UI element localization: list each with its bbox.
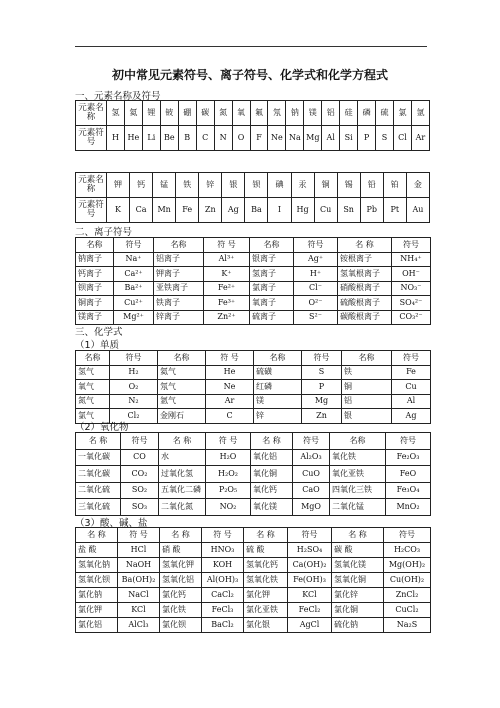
formula-cell: AgCl	[288, 618, 332, 633]
column-header: 名称	[154, 238, 204, 253]
compound-name-cell: 氢氧化铜	[332, 573, 384, 588]
formula-cell: Cu(OH)₂	[384, 573, 431, 588]
compound-name-cell: 氢氧化钾	[160, 558, 202, 573]
compound-name-cell: 二氧化氮	[159, 499, 206, 516]
table-row	[76, 449, 431, 466]
column-header: 名称	[342, 351, 392, 366]
oxide-table	[75, 432, 431, 516]
subsection-oxide-heading: （2）氧化物	[75, 422, 129, 433]
element-symbol-cell: He	[124, 126, 142, 151]
element-symbol-cell: Ca	[130, 198, 153, 223]
compound-name-cell: 钙离子	[76, 267, 114, 282]
element-symbol-row	[76, 198, 430, 223]
element-name-cell: 钡	[245, 173, 268, 198]
formula-cell: Zn	[302, 409, 342, 424]
subsection-elemental-heading: （1）单质	[75, 340, 120, 351]
element-name-cell: 氩	[411, 101, 429, 126]
column-header: 名 称	[251, 433, 293, 450]
element-symbol-cell: K	[107, 198, 130, 223]
compound-name-cell: 镁离子	[76, 310, 114, 325]
element-symbol-cell: Si	[340, 126, 358, 151]
element-symbol-cell: P	[358, 126, 376, 151]
compound-name-cell: 氧离子	[250, 296, 294, 311]
element-table-1	[75, 100, 430, 151]
formula-cell: CO₂	[121, 466, 159, 483]
element-name-cell: 锂	[142, 101, 160, 126]
compound-name-cell: 铝离子	[154, 252, 204, 267]
compound-name-cell: 氯化铁	[160, 603, 202, 618]
column-header: 名 称	[244, 528, 288, 543]
table-row	[76, 252, 431, 267]
element-symbol-cell: N	[214, 126, 232, 151]
formula-cell: HCl	[118, 543, 160, 558]
element-name-cell: 氟	[250, 101, 268, 126]
compound-name-cell: 硫磺	[254, 365, 302, 380]
formula-cell: Cl⁻	[294, 281, 338, 296]
compound-name-cell: 氯离子	[250, 281, 294, 296]
table-row	[76, 409, 431, 424]
element-symbol-cell: Au	[406, 198, 429, 223]
element-name-label: 元素名称	[76, 173, 107, 198]
column-header: 名称	[158, 351, 206, 366]
element-symbol-cell: Na	[286, 126, 304, 151]
column-header: 名称	[76, 238, 114, 253]
column-header: 符号	[121, 433, 159, 450]
formula-cell: Fe₂O₃	[386, 449, 431, 466]
column-header: 符 号	[204, 238, 250, 253]
element-name-cell: 汞	[291, 173, 314, 198]
compound-name-cell: 硫化钠	[332, 618, 384, 633]
formula-cell: FeCl₂	[288, 603, 332, 618]
column-header: 名称	[330, 433, 386, 450]
formula-cell: Al	[392, 394, 431, 409]
element-name-cell: 磷	[358, 101, 376, 126]
compound-name-cell: 硫离子	[250, 310, 294, 325]
formula-cell: Fe	[392, 365, 431, 380]
column-header: 符号	[110, 351, 158, 366]
compound-name-cell: 一氧化碳	[76, 449, 121, 466]
column-header: 名 称	[160, 528, 202, 543]
table-row	[76, 365, 431, 380]
compound-name-cell: 铝	[342, 394, 392, 409]
formula-cell: H⁺	[294, 267, 338, 282]
formula-cell: HNO₃	[202, 543, 244, 558]
compound-name-cell: 水	[159, 449, 206, 466]
formula-cell: Ag	[392, 409, 431, 424]
column-header: 名 称	[76, 433, 121, 450]
compound-name-cell: 钾离子	[154, 267, 204, 282]
element-symbol-cell: S	[376, 126, 394, 151]
formula-cell: Mg²⁺	[114, 310, 154, 325]
compound-name-cell: 氧化亚铁	[330, 466, 386, 483]
formula-cell: Ba(OH)₂	[118, 573, 160, 588]
formula-cell: CaO	[293, 482, 330, 499]
formula-cell: KOH	[202, 558, 244, 573]
element-symbol-cell: Ba	[245, 198, 268, 223]
formula-cell: Fe(OH)₃	[288, 573, 332, 588]
formula-cell: O₂	[110, 380, 158, 395]
formula-cell: Al³⁺	[204, 252, 250, 267]
table-row	[76, 482, 431, 499]
subsection-acid-heading: （3）酸、碱、盐	[75, 518, 148, 529]
compound-name-cell: 氯化钙	[160, 588, 202, 603]
formula-cell: FeCl₃	[202, 603, 244, 618]
formula-cell: Al₂O₃	[293, 449, 330, 466]
formula-cell: MgO	[293, 499, 330, 516]
elemental-table	[75, 350, 431, 424]
table-row	[76, 603, 431, 618]
formula-cell: SO₄²⁻	[392, 296, 431, 311]
column-header: 名 称	[338, 238, 392, 253]
compound-name-cell: 氢离子	[250, 267, 294, 282]
formula-cell: CO	[121, 449, 159, 466]
table-row	[76, 267, 431, 282]
compound-name-cell: 氯化钡	[160, 618, 202, 633]
element-symbol-cell: Pb	[360, 198, 383, 223]
element-name-cell: 氯	[394, 101, 412, 126]
formula-cell: KCl	[118, 603, 160, 618]
compound-name-cell: 硝酸根离子	[338, 281, 392, 296]
table-row	[76, 573, 431, 588]
table-row	[76, 558, 431, 573]
table-row	[76, 588, 431, 603]
compound-name-cell: 金刚石	[158, 409, 206, 424]
formula-cell: Ar	[206, 394, 254, 409]
table-row	[76, 296, 431, 311]
column-header: 符号	[386, 433, 431, 450]
element-symbol-cell: Al	[322, 126, 340, 151]
element-name-cell: 氢	[107, 101, 125, 126]
compound-name-cell: 氧化钙	[251, 482, 293, 499]
table-row	[76, 394, 431, 409]
formula-cell: CO₃²⁻	[392, 310, 431, 325]
compound-name-cell: 硝 酸	[160, 543, 202, 558]
table-row	[76, 618, 431, 633]
formula-cell: Na₂S	[384, 618, 431, 633]
section-ions-heading: 二、离子符号	[75, 227, 133, 238]
compound-name-cell: 铜离子	[76, 296, 114, 311]
formula-cell: Na⁺	[114, 252, 154, 267]
element-symbol-cell: Ar	[411, 126, 429, 151]
element-name-cell: 铂	[383, 173, 406, 198]
element-symbol-cell: B	[178, 126, 196, 151]
element-symbol-cell: H	[107, 126, 125, 151]
formula-cell: Ag⁺	[294, 252, 338, 267]
compound-name-cell: 银	[342, 409, 392, 424]
element-name-cell: 氦	[124, 101, 142, 126]
compound-name-cell: 亚铁离子	[154, 281, 204, 296]
compound-name-cell: 二氧化碳	[76, 466, 121, 483]
acid-base-salt-table	[75, 527, 431, 633]
compound-name-cell: 硫 酸	[244, 543, 288, 558]
compound-name-cell: 氖气	[158, 380, 206, 395]
formula-cell: KCl	[288, 588, 332, 603]
element-symbol-cell: Hg	[291, 198, 314, 223]
compound-name-cell: 氯化亚铁	[244, 603, 288, 618]
element-symbol-label: 元素符号	[76, 198, 107, 223]
compound-name-cell: 五氧化二磷	[159, 482, 206, 499]
compound-name-cell: 铜	[342, 380, 392, 395]
compound-name-cell: 氧气	[76, 380, 110, 395]
column-header: 符 号	[202, 528, 244, 543]
element-name-cell: 钾	[107, 173, 130, 198]
ion-table	[75, 237, 431, 325]
compound-name-cell: 银离子	[250, 252, 294, 267]
formula-cell: NaCl	[118, 588, 160, 603]
compound-name-cell: 氩气	[158, 394, 206, 409]
compound-name-cell: 硫酸根离子	[338, 296, 392, 311]
element-name-row	[76, 101, 430, 126]
formula-cell: O²⁻	[294, 296, 338, 311]
element-symbol-cell: Ne	[268, 126, 286, 151]
element-name-cell: 硅	[340, 101, 358, 126]
column-header: 名 称	[76, 528, 118, 543]
formula-cell: Ca²⁺	[114, 267, 154, 282]
compound-name-cell: 铁离子	[154, 296, 204, 311]
compound-name-cell: 氯化锌	[332, 588, 384, 603]
column-header: 名 称	[159, 433, 206, 450]
element-symbol-cell: Cl	[394, 126, 412, 151]
formula-cell: Mg(OH)₂	[384, 558, 431, 573]
formula-cell: CaCl₂	[202, 588, 244, 603]
column-header: 名 称	[332, 528, 384, 543]
formula-cell: OH⁻	[392, 267, 431, 282]
compound-name-cell: 钡离子	[76, 281, 114, 296]
formula-cell: H₂CO₃	[384, 543, 431, 558]
element-table-2	[75, 172, 430, 223]
formula-cell: S²⁻	[294, 310, 338, 325]
element-name-cell: 硫	[376, 101, 394, 126]
formula-cell: H₂	[110, 365, 158, 380]
element-name-cell: 金	[406, 173, 429, 198]
formula-cell: FeO	[386, 466, 431, 483]
column-header: 符号	[294, 238, 338, 253]
table-header-row	[76, 528, 431, 543]
formula-cell: He	[206, 365, 254, 380]
compound-name-cell: 氢氧化钡	[76, 573, 118, 588]
compound-name-cell: 氢气	[76, 365, 110, 380]
formula-cell: SO₃	[121, 499, 159, 516]
table-header-row	[76, 433, 431, 450]
element-name-cell: 铜	[314, 173, 337, 198]
compound-name-cell: 碳酸根离子	[338, 310, 392, 325]
table-header-row	[76, 238, 431, 253]
formula-cell: CuCl₂	[384, 603, 431, 618]
formula-cell: Fe₃O₄	[386, 482, 431, 499]
formula-cell: Ba²⁺	[114, 281, 154, 296]
column-header: 符 号	[206, 433, 251, 450]
formula-cell: H₂O₂	[206, 466, 251, 483]
compound-name-cell: 四氧化三铁	[330, 482, 386, 499]
compound-name-cell: 氯化钾	[76, 603, 118, 618]
element-symbol-cell: Cu	[314, 198, 337, 223]
element-name-cell: 铝	[322, 101, 340, 126]
formula-cell: Ca(OH)₂	[288, 558, 332, 573]
table-row	[76, 380, 431, 395]
formula-cell: ZnCl₂	[384, 588, 431, 603]
formula-cell: AlCl₃	[118, 618, 160, 633]
element-symbol-cell: Mn	[153, 198, 176, 223]
element-name-label: 元素名称	[76, 101, 107, 126]
element-symbol-cell: C	[196, 126, 214, 151]
formula-cell: P	[302, 380, 342, 395]
compound-name-cell: 氦气	[158, 365, 206, 380]
compound-name-cell: 二氧化锰	[330, 499, 386, 516]
compound-name-cell: 红磷	[254, 380, 302, 395]
compound-name-cell: 氯气	[76, 409, 110, 424]
compound-name-cell: 盐 酸	[76, 543, 118, 558]
element-symbol-label: 元素符号	[76, 126, 107, 151]
table-row	[76, 310, 431, 325]
element-symbol-cell: Ag	[222, 198, 245, 223]
element-name-cell: 锡	[337, 173, 360, 198]
column-header: 名称	[254, 351, 302, 366]
element-symbol-cell: Sn	[337, 198, 360, 223]
formula-cell: Cu²⁺	[114, 296, 154, 311]
formula-cell: H₂SO₄	[288, 543, 332, 558]
formula-cell: Zn²⁺	[204, 310, 250, 325]
column-header: 符号	[384, 528, 431, 543]
column-header: 符号	[392, 351, 431, 366]
formula-cell: NO₃⁻	[392, 281, 431, 296]
element-symbol-cell: I	[268, 198, 291, 223]
formula-cell: BaCl₂	[202, 618, 244, 633]
formula-cell: CuO	[293, 466, 330, 483]
compound-name-cell: 氢氧根离子	[338, 267, 392, 282]
element-name-cell: 硼	[178, 101, 196, 126]
formula-cell: Al(OH)₃	[202, 573, 244, 588]
column-header: 符号	[392, 238, 431, 253]
section-formulas-heading: 三、化学式	[75, 327, 123, 338]
header-rule	[75, 46, 427, 47]
element-symbol-cell: Mg	[304, 126, 322, 151]
element-name-cell: 锌	[199, 173, 222, 198]
formula-cell: Ne	[206, 380, 254, 395]
page-title: 初中常见元素符号、离子符号、化学式和化学方程式	[111, 68, 388, 82]
element-symbol-cell: Be	[160, 126, 178, 151]
compound-name-cell: 镁	[254, 394, 302, 409]
element-symbol-cell: Fe	[176, 198, 199, 223]
compound-name-cell: 钠离子	[76, 252, 114, 267]
compound-name-cell: 三氧化硫	[76, 499, 121, 516]
formula-cell: K⁺	[204, 267, 250, 282]
compound-name-cell: 二氧化硫	[76, 482, 121, 499]
element-name-cell: 锰	[153, 173, 176, 198]
element-symbol-cell: Zn	[199, 198, 222, 223]
element-symbol-cell: Li	[142, 126, 160, 151]
element-symbol-row	[76, 126, 430, 151]
compound-name-cell: 铵根离子	[338, 252, 392, 267]
compound-name-cell: 氢氧化钙	[244, 558, 288, 573]
table-row	[76, 466, 431, 483]
element-name-cell: 碘	[268, 173, 291, 198]
column-header: 符 号	[206, 351, 254, 366]
compound-name-cell: 氧化铝	[251, 449, 293, 466]
column-header: 符 号	[118, 528, 160, 543]
compound-name-cell: 氯化铜	[332, 603, 384, 618]
column-header: 符号	[302, 351, 342, 366]
formula-cell: H₂O	[206, 449, 251, 466]
formula-cell: Cu	[392, 380, 431, 395]
compound-name-cell: 氢氧化铁	[244, 573, 288, 588]
element-symbol-cell: F	[250, 126, 268, 151]
element-symbol-cell: O	[232, 126, 250, 151]
element-name-cell: 氧	[232, 101, 250, 126]
element-name-cell: 镁	[304, 101, 322, 126]
element-name-cell: 铅	[360, 173, 383, 198]
compound-name-cell: 氮气	[76, 394, 110, 409]
compound-name-cell: 铁	[342, 365, 392, 380]
column-header: 名称	[250, 238, 294, 253]
element-name-row	[76, 173, 430, 198]
element-name-cell: 钙	[130, 173, 153, 198]
table-row	[76, 543, 431, 558]
element-name-cell: 银	[222, 173, 245, 198]
table-row	[76, 281, 431, 296]
element-name-cell: 铁	[176, 173, 199, 198]
formula-cell: NO₂	[206, 499, 251, 516]
formula-cell: MnO₂	[386, 499, 431, 516]
element-name-cell: 氮	[214, 101, 232, 126]
formula-cell: C	[206, 409, 254, 424]
formula-cell: NH₄⁺	[392, 252, 431, 267]
formula-cell: NaOH	[118, 558, 160, 573]
compound-name-cell: 氯化钾	[244, 588, 288, 603]
compound-name-cell: 过氧化氢	[159, 466, 206, 483]
column-header: 名称	[76, 351, 110, 366]
formula-cell: Fe³⁺	[204, 296, 250, 311]
compound-name-cell: 氧化镁	[251, 499, 293, 516]
compound-name-cell: 氧化铁	[330, 449, 386, 466]
formula-cell: Cl₂	[110, 409, 158, 424]
column-header: 符号	[293, 433, 330, 450]
compound-name-cell: 氯化银	[244, 618, 288, 633]
formula-cell: Fe²⁺	[204, 281, 250, 296]
element-name-cell: 氖	[268, 101, 286, 126]
compound-name-cell: 氯化铝	[76, 618, 118, 633]
formula-cell: Mg	[302, 394, 342, 409]
compound-name-cell: 碳 酸	[332, 543, 384, 558]
compound-name-cell: 氢氧化铝	[160, 573, 202, 588]
table-row	[76, 499, 431, 516]
table-header-row	[76, 351, 431, 366]
formula-cell: P₂O₅	[206, 482, 251, 499]
compound-name-cell: 锌	[254, 409, 302, 424]
compound-name-cell: 氢氧化钠	[76, 558, 118, 573]
formula-cell: S	[302, 365, 342, 380]
compound-name-cell: 氯化钠	[76, 588, 118, 603]
column-header: 符号	[114, 238, 154, 253]
formula-cell: N₂	[110, 394, 158, 409]
formula-cell: SO₂	[121, 482, 159, 499]
compound-name-cell: 氢氧化镁	[332, 558, 384, 573]
section-elements-heading: 一、元素名称及符号	[75, 91, 161, 102]
element-name-cell: 铍	[160, 101, 178, 126]
element-name-cell: 碳	[196, 101, 214, 126]
compound-name-cell: 锌离子	[154, 310, 204, 325]
compound-name-cell: 氧化铜	[251, 466, 293, 483]
element-name-cell: 钠	[286, 101, 304, 126]
column-header: 符号	[288, 528, 332, 543]
element-symbol-cell: Pt	[383, 198, 406, 223]
